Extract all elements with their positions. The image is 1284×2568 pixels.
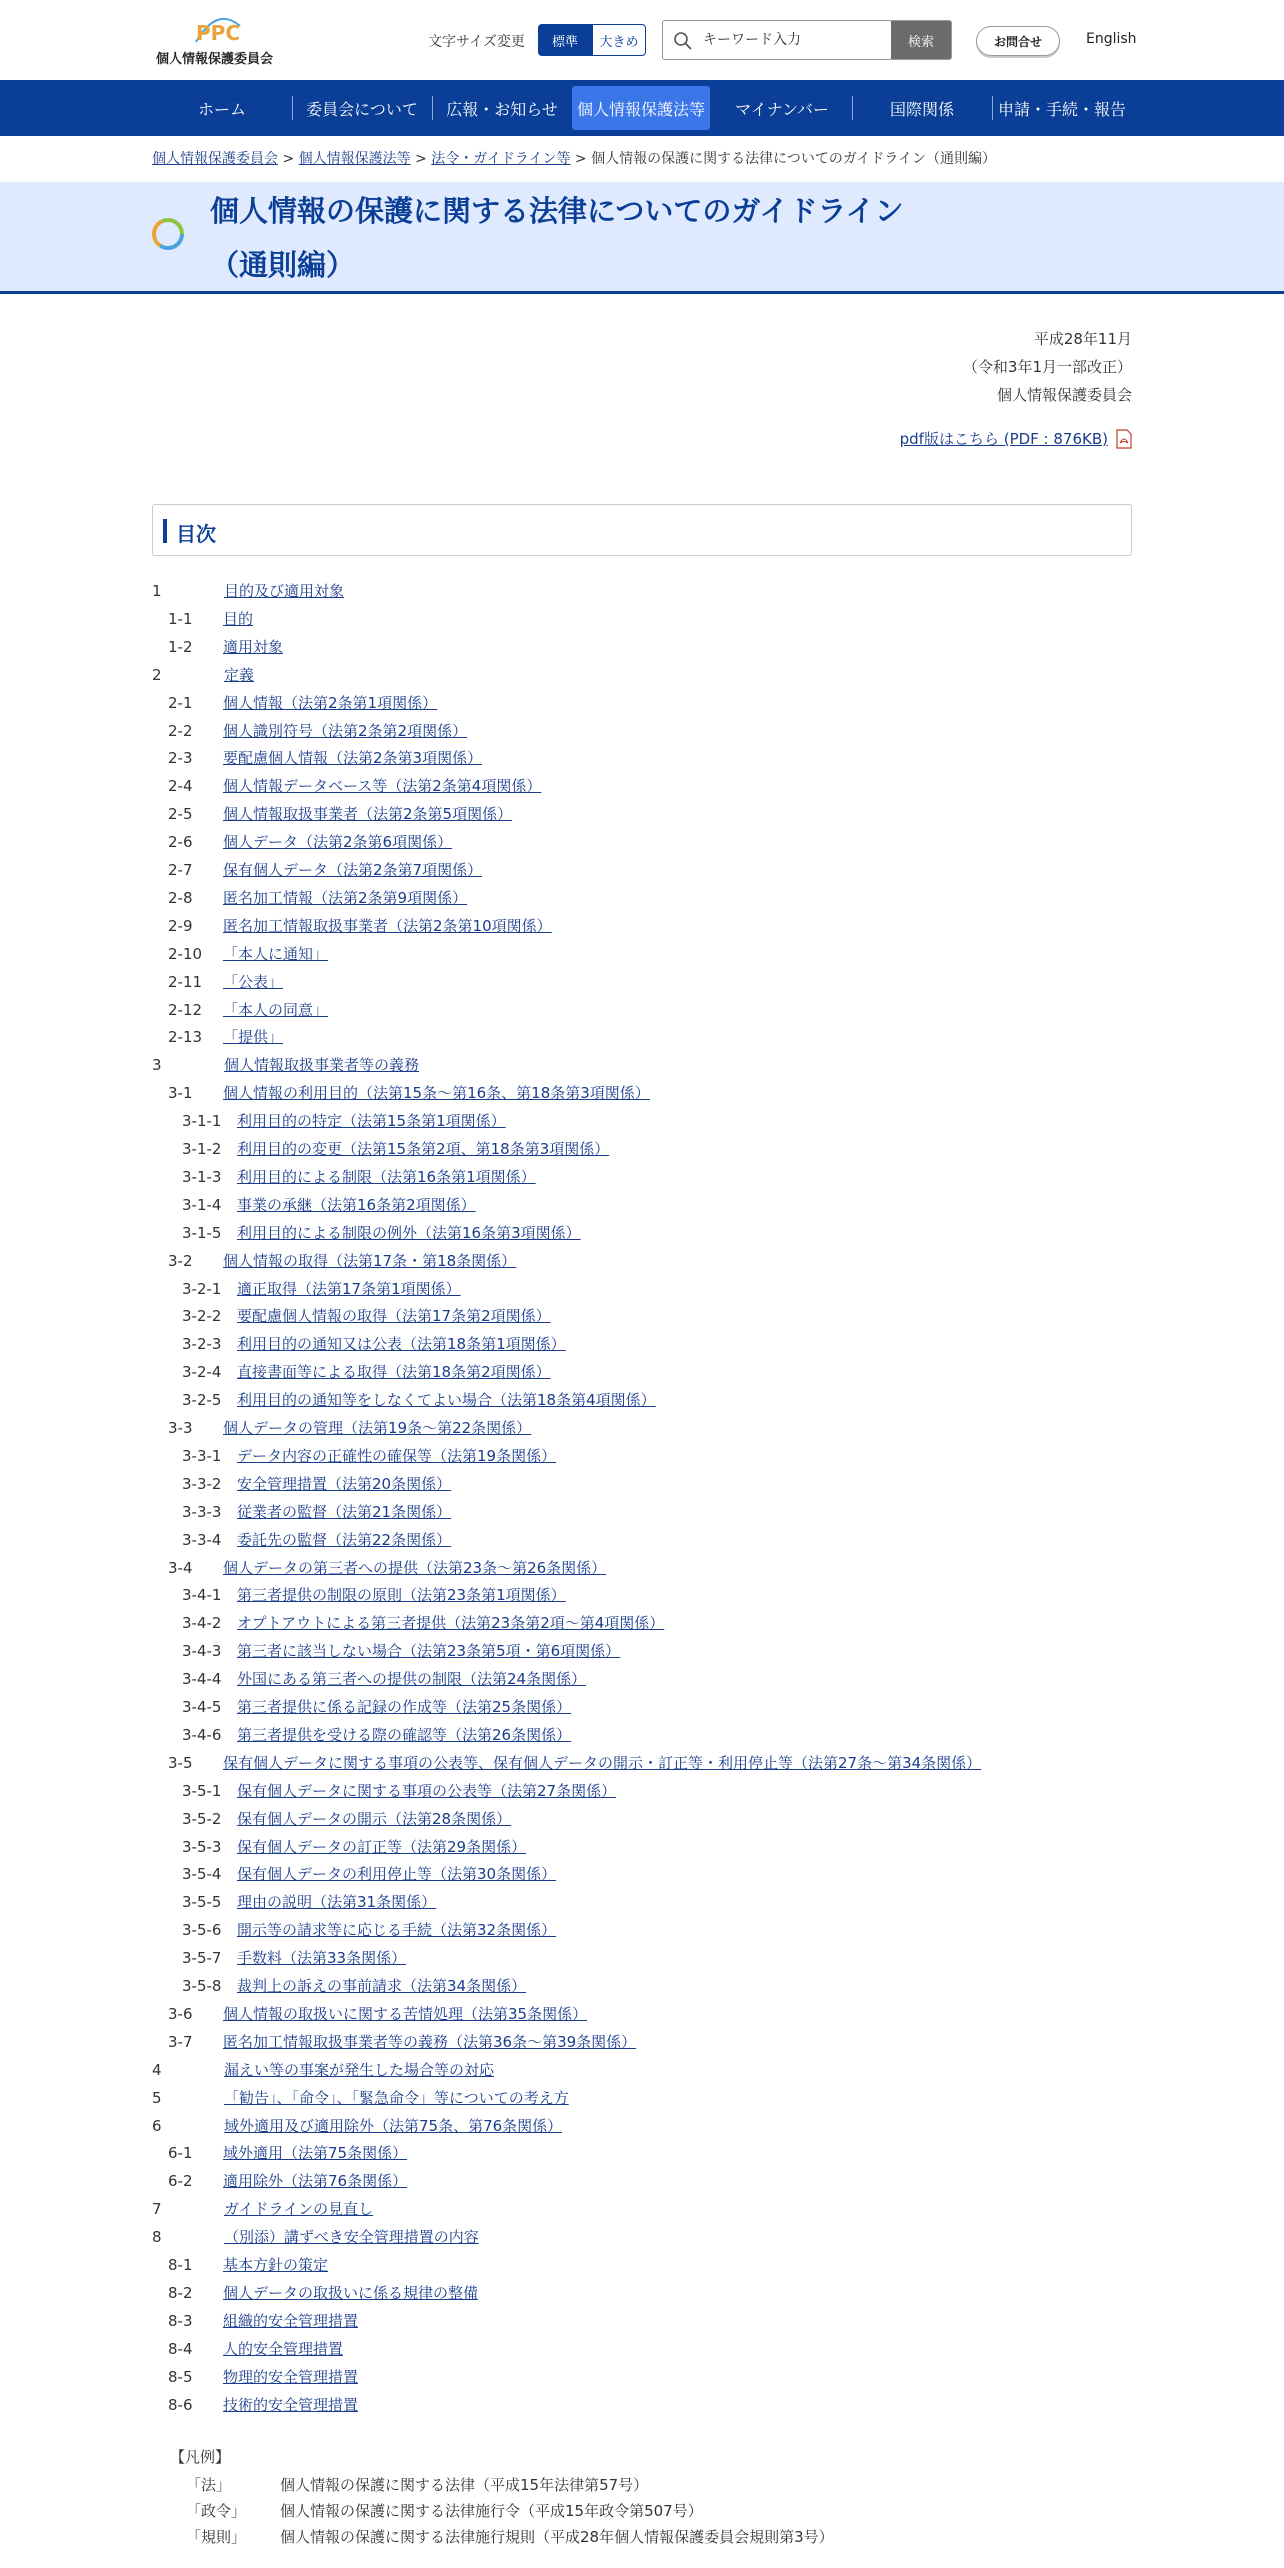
nav-item-about[interactable]: 委員会について (292, 86, 432, 130)
toc-item-link[interactable]: 利用目的の通知等をしなくてよい場合（法第18条第4項関係） (237, 1391, 656, 1409)
toc-item-link[interactable]: 委託先の監督（法第22条関係） (237, 1531, 452, 1549)
toc-item-number: 3-2-4 (182, 1363, 222, 1381)
nav-item-applications[interactable]: 申請・手続・報告 (992, 86, 1132, 130)
toc-item-number: 3-4-3 (182, 1642, 222, 1660)
legend-value: 個人情報の保護に関する法律施行令（平成15年政令第507号） (280, 2502, 703, 2520)
toc-item-link[interactable]: 個人情報データベース等（法第2条第4項関係） (223, 777, 542, 795)
toc-item-link[interactable]: 個人データの取扱いに係る規律の整備 (223, 2284, 479, 2302)
nav-item-news[interactable]: 広報・お知らせ (432, 86, 572, 130)
breadcrumb-current: 個人情報の保護に関する法律についてのガイドライン（通則編） (591, 151, 996, 167)
toc-item-number: 2-2 (168, 722, 193, 740)
toc-item-number: 3-5-8 (182, 1977, 222, 1995)
toc-item-link[interactable]: 第三者提供の制限の原則（法第23条第1項関係） (237, 1586, 566, 1604)
toc-item-number: 3-2 (168, 1252, 193, 1270)
breadcrumb-separator: > (415, 151, 427, 167)
toc-item-number: 7 (152, 2200, 162, 2218)
toc-item-number: 3-1 (168, 1084, 193, 1102)
toc-item-link[interactable]: 第三者提供を受ける際の確認等（法第26条関係） (237, 1726, 572, 1744)
ppc-logo[interactable] (152, 12, 292, 68)
toc-item-number: 3-5-3 (182, 1838, 222, 1856)
toc-item-number: 3-3 (168, 1419, 193, 1437)
toc-item-link[interactable]: 手数料（法第33条関係） (237, 1949, 407, 1967)
toc-item-link[interactable]: 個人データの第三者への提供（法第23条～第26条関係） (223, 1559, 607, 1577)
svg-text:PPC: PPC (196, 21, 240, 45)
toc-item-link[interactable]: データ内容の正確性の確保等（法第19条関係） (237, 1447, 557, 1465)
toc-item-link[interactable]: 個人データ（法第2条第6項関係） (223, 833, 453, 851)
toc-item-link[interactable]: 個人情報の利用目的（法第15条～第16条、第18条第3項関係） (223, 1084, 650, 1102)
toc-item-number: 3-5-1 (182, 1782, 222, 1800)
search-input[interactable] (703, 21, 893, 59)
toc-item-link[interactable]: 個人識別符号（法第2条第2項関係） (223, 722, 468, 740)
doc-date: 平成28年11月 (1033, 330, 1132, 348)
font-size-standard-button[interactable]: 標準 (538, 24, 592, 56)
toc-item-number: 3-3-3 (182, 1503, 222, 1521)
breadcrumb (152, 148, 996, 168)
toc-item-number: 2-13 (168, 1028, 203, 1046)
toc-item-number: 3 (152, 1056, 162, 1074)
toc-heading: 目次 (176, 522, 216, 546)
breadcrumb-link[interactable]: 法令・ガイドライン等 (431, 151, 571, 167)
toc-item-number: 3-4-6 (182, 1726, 222, 1744)
toc-item-number: 8-6 (168, 2396, 193, 2414)
toc-item-link[interactable]: 要配慮個人情報の取得（法第17条第2項関係） (237, 1307, 551, 1325)
pdf-download (900, 428, 1132, 449)
page-title-line2: （通則編） (210, 248, 356, 282)
toc-item-number: 3-1-4 (182, 1196, 222, 1214)
toc-item-number: 3-5-7 (182, 1949, 222, 1967)
toc-item-number: 8 (152, 2228, 162, 2246)
toc-item-link[interactable]: 匿名加工情報取扱事業者等の義務（法第36条～第39条関係） (223, 2033, 637, 2051)
toc-item-link[interactable]: 技術的安全管理措置 (223, 2396, 359, 2414)
toc-item-link[interactable]: 域外適用（法第75条関係） (223, 2144, 408, 2162)
toc-item-link[interactable]: 保有個人データの利用停止等（法第30条関係） (237, 1865, 557, 1883)
toc-item-link[interactable]: 組織的安全管理措置 (223, 2312, 359, 2330)
toc-item-number: 6-1 (168, 2144, 193, 2162)
legend-key: 「規則」 (186, 2528, 247, 2546)
toc-item-number: 3-4-2 (182, 1614, 222, 1632)
doc-revision: （令和3年1月一部改正） (962, 358, 1132, 376)
toc-item-number: 4 (152, 2061, 162, 2079)
nav-item-privacy-law[interactable]: 個人情報保護法等 (572, 86, 710, 130)
font-size-label: 文字サイズ変更 (428, 34, 525, 50)
toc-item-number: 3-3-4 (182, 1531, 222, 1549)
toc-item-number: 2-12 (168, 1001, 203, 1019)
breadcrumb-link[interactable]: 個人情報保護委員会 (152, 151, 278, 167)
toc-item-number: 3-4-5 (182, 1698, 222, 1716)
toc-item-link[interactable]: 物理的安全管理措置 (223, 2368, 359, 2386)
toc-item-link[interactable]: 利用目的による制限の例外（法第16条第3項関係） (237, 1224, 581, 1242)
nav-item-mynumber[interactable]: マイナンバー (735, 99, 829, 119)
toc-item-number: 3-5-4 (182, 1865, 222, 1883)
breadcrumb-link[interactable]: 個人情報保護法等 (298, 151, 411, 167)
toc-item-link[interactable]: 第三者提供に係る記録の作成等（法第25条関係） (237, 1698, 572, 1716)
search-box (662, 20, 952, 60)
toc-item-number: 3-4-4 (182, 1670, 222, 1688)
toc-item-link[interactable]: 「公表」 (223, 973, 284, 991)
toc-item-link[interactable]: ガイドラインの見直し (224, 2200, 374, 2218)
toc-item-number: 2-1 (168, 694, 193, 712)
toc-item-number: 3-1-5 (182, 1224, 222, 1242)
toc-item-number: 3-6 (168, 2005, 193, 2023)
toc-item-number: 3-1-2 (182, 1140, 222, 1158)
toc-item-number: 1-2 (168, 638, 193, 656)
toc-item-link[interactable]: 理由の説明（法第31条関係） (237, 1893, 437, 1911)
font-size-large-button[interactable]: 大きめ (592, 24, 646, 56)
toc-item-link[interactable]: 個人情報の取得（法第17条・第18条関係） (223, 1252, 517, 1270)
toc-item-link[interactable]: 個人データの管理（法第19条～第22条関係） (223, 1419, 532, 1437)
toc-item-number: 3-5-6 (182, 1921, 222, 1939)
toc-item-number: 5 (152, 2089, 162, 2107)
toc-item-number: 8-1 (168, 2256, 193, 2274)
toc-item-link[interactable]: 個人情報（法第2条第1項関係） (223, 694, 438, 712)
toc-item-link[interactable]: オプトアウトによる第三者提供（法第23条第2項～第4項関係） (237, 1614, 665, 1632)
breadcrumb-separator: > (282, 151, 295, 167)
toc-item-number: 2-4 (168, 777, 193, 795)
toc-item-number: 3-1-3 (182, 1168, 222, 1186)
toc-item-number: 2-9 (168, 917, 193, 935)
toc-item-link[interactable]: 利用目的の特定（法第15条第1項関係） (237, 1112, 506, 1130)
toc-item-number: 3-4 (168, 1559, 193, 1577)
legend-value: 個人情報の保護に関する法律施行規則（平成28年個人情報保護委員会規則第3号） (280, 2528, 834, 2546)
toc-item-number: 6-2 (168, 2172, 193, 2190)
toc-item-number: 3-3-1 (182, 1447, 222, 1465)
toc-item-number: 3-4-1 (182, 1586, 222, 1604)
toc-item-link[interactable]: 利用目的の変更（法第15条第2項、第18条第3項関係） (237, 1140, 610, 1158)
toc-item-link[interactable]: 保有個人データの訂正等（法第29条関係） (237, 1838, 527, 1856)
toc-item-link[interactable]: 人的安全管理措置 (223, 2340, 344, 2358)
toc-item-link[interactable]: 「本人に通知」 (223, 945, 329, 963)
toc-item-number: 8-4 (168, 2340, 193, 2358)
toc-item-link[interactable]: 個人情報の取扱いに関する苦情処理（法第35条関係） (223, 2005, 588, 2023)
toc-heading-box (152, 504, 1132, 556)
title-ring-icon (150, 216, 186, 252)
toc-item-link[interactable]: 第三者に該当しない場合（法第23条第5項・第6項関係） (237, 1642, 621, 1660)
toc-item-link[interactable]: 定義 (224, 666, 255, 684)
legend-key: 「法」 (186, 2476, 232, 2494)
toc-item-link[interactable]: 域外適用及び適用除外（法第75条、第76条関係） (224, 2117, 563, 2135)
toc-item-link[interactable]: 要配慮個人情報（法第2条第3項関係） (223, 749, 483, 767)
doc-author: 個人情報保護委員会 (996, 386, 1132, 404)
toc-item-link[interactable]: 個人情報取扱事業者（法第2条第5項関係） (223, 805, 513, 823)
toc-item-number: 2-10 (168, 945, 203, 963)
english-link[interactable]: English (1086, 31, 1137, 47)
toc-item-number: 2-7 (168, 861, 193, 879)
toc-item-number: 6 (152, 2117, 162, 2135)
toc-item-link[interactable]: 「本人の同意」 (223, 1001, 329, 1019)
search-button[interactable]: 検索 (891, 21, 951, 59)
toc-item-number: 8-2 (168, 2284, 193, 2302)
toc-item-number: 1-1 (168, 610, 193, 628)
toc-item-number: 2-3 (168, 749, 193, 767)
site-header (0, 0, 1284, 80)
toc-item-number: 3-5-5 (182, 1893, 222, 1911)
toc-item-link[interactable]: 利用目的の通知又は公表（法第18条第1項関係） (237, 1335, 566, 1353)
toc-item-number: 8-5 (168, 2368, 193, 2386)
page-title-line1: 個人情報の保護に関する法律についてのガイドライン (210, 194, 904, 228)
toc-item-number: 3-5-2 (182, 1810, 222, 1828)
toc-item-number: 3-1-1 (182, 1112, 222, 1130)
pdf-file-icon (1116, 429, 1132, 449)
toc-item-link[interactable]: 個人情報取扱事業者等の義務 (224, 1056, 420, 1074)
toc-item-link[interactable]: 匿名加工情報（法第2条第9項関係） (223, 889, 468, 907)
toc-item-number: 3-2-1 (182, 1280, 222, 1298)
toc-item-number: 3-7 (168, 2033, 193, 2051)
toc-item-link[interactable]: 保有個人データに関する事項の公表等、保有個人データの開示・訂正等・利用停止等（法第27条～第34条関係） (223, 1754, 982, 1772)
nav-item-international[interactable]: 国際関係 (852, 86, 992, 130)
toc-item-link[interactable]: 適用除外（法第76条関係） (223, 2172, 408, 2190)
toc-item-link[interactable]: 直接書面等による取得（法第18条第2項関係） (237, 1363, 551, 1381)
toc-item-number: 2-8 (168, 889, 193, 907)
toc-item-number: 3-2-5 (182, 1391, 222, 1409)
legend-heading: 【凡例】 (170, 2448, 231, 2466)
ppc-logo-mark (190, 12, 244, 46)
logo-text: 個人情報保護委員会 (156, 52, 274, 67)
toc-item-link[interactable]: 利用目的による制限（法第16条第1項関係） (237, 1168, 536, 1186)
toc-item-number: 2-11 (168, 973, 203, 991)
toc-item-link[interactable]: 裁判上の訴えの事前請求（法第34条関係） (237, 1977, 527, 1995)
toc-item-number: 2 (152, 666, 162, 684)
toc-item-link[interactable]: 基本方針の策定 (223, 2256, 329, 2274)
toc-item-link[interactable]: 「提供」 (223, 1028, 284, 1046)
toc-item-number: 3-2-3 (182, 1335, 222, 1353)
toc-item-link[interactable]: 目的 (223, 610, 254, 628)
pdf-link[interactable]: pdf版はこちら (PDF : 876KB) (899, 430, 1108, 448)
toc-item-link[interactable]: 漏えい等の事案が発生した場合等の対応 (224, 2061, 495, 2079)
toc-item-link[interactable]: 適用対象 (223, 638, 284, 656)
toc-item-number: 3-5 (168, 1754, 193, 1772)
legend-value: 個人情報の保護に関する法律（平成15年法律第57号） (280, 2476, 649, 2494)
search-icon (673, 31, 693, 51)
toc-item-link[interactable]: 従業者の監督（法第21条関係） (237, 1503, 452, 1521)
toc-item-link[interactable]: 保有個人データの開示（法第28条関係） (237, 1810, 512, 1828)
toc-item-link[interactable]: 保有個人データに関する事項の公表等（法第27条関係） (237, 1782, 617, 1800)
toc-item-link[interactable]: 匿名加工情報取扱事業者（法第2条第10項関係） (223, 917, 552, 935)
breadcrumb-separator: > (574, 151, 587, 167)
toc-heading-bar (163, 519, 167, 543)
toc-item-link[interactable]: （別添）講ずべき安全管理措置の内容 (224, 2228, 479, 2246)
toc-item-link[interactable]: 「勧告」、「命令」、「緊急命令」等についての考え方 (224, 2089, 569, 2107)
page-title-band (0, 182, 1284, 294)
toc-item-link[interactable]: 外国にある第三者への提供の制限（法第24条関係） (237, 1670, 587, 1688)
toc-item-link[interactable]: 事業の承継（法第16条第2項関係） (237, 1196, 476, 1214)
toc-item-link[interactable]: 安全管理措置（法第20条関係） (237, 1475, 452, 1493)
toc-item-number: 3-2-2 (182, 1307, 222, 1325)
toc-item-link[interactable]: 開示等の請求等に応じる手続（法第32条関係） (237, 1921, 557, 1939)
page-title (210, 184, 1070, 292)
nav-item-home[interactable]: ホーム (197, 99, 246, 119)
toc-item-link[interactable]: 保有個人データ（法第2条第7項関係） (223, 861, 483, 879)
toc-item-link[interactable]: 目的及び適用対象 (224, 582, 345, 600)
legend-key: 「政令」 (186, 2502, 247, 2520)
toc-item-number: 2-5 (168, 805, 193, 823)
contact-button[interactable]: お問合せ (976, 26, 1060, 56)
toc-item-number: 3-3-2 (182, 1475, 222, 1493)
toc-item-number: 8-3 (168, 2312, 193, 2330)
global-nav (0, 80, 1284, 136)
toc-item-number: 1 (152, 582, 162, 600)
toc-item-link[interactable]: 適正取得（法第17条第1項関係） (237, 1280, 461, 1298)
toc-item-number: 2-6 (168, 833, 193, 851)
